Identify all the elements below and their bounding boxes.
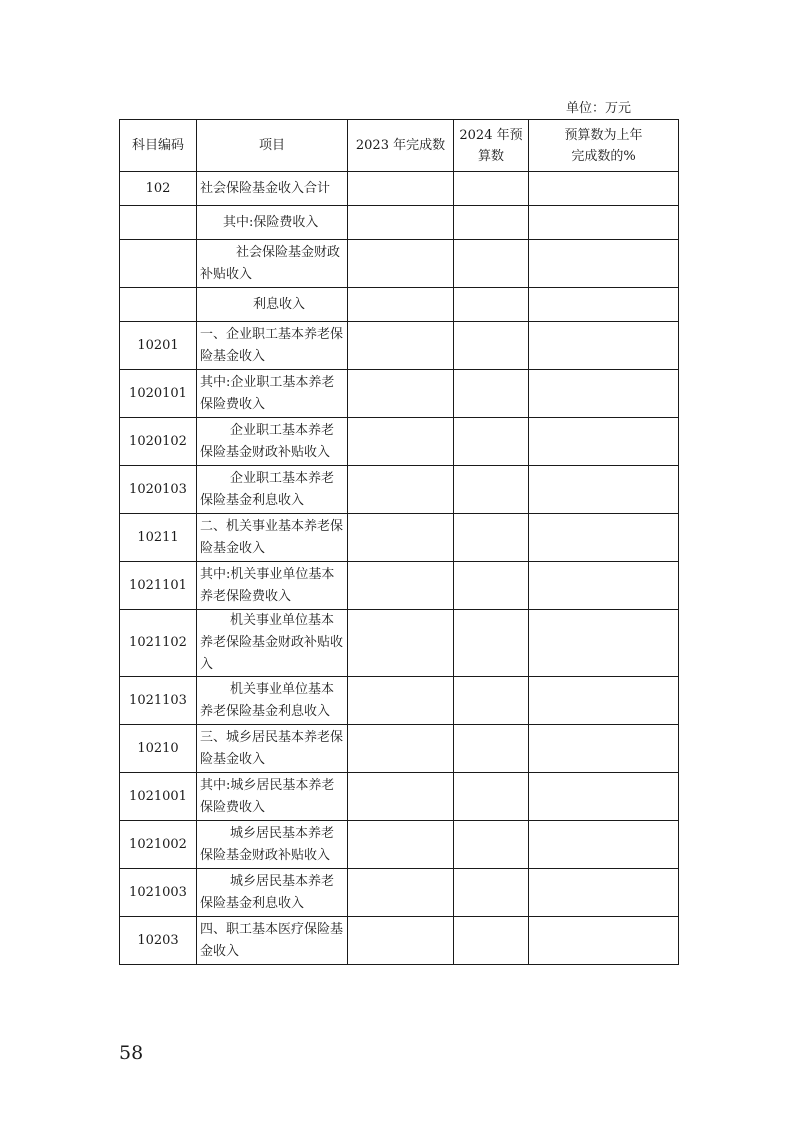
row-2023-cell [348, 562, 454, 610]
row-code: 10210 [120, 725, 197, 773]
row-item: 三、城乡居民基本养老保险基金收入 [197, 725, 348, 773]
row-2024-cell [454, 240, 529, 288]
row-code: 1020102 [120, 418, 197, 466]
row-code [120, 206, 197, 240]
table-row [120, 172, 679, 206]
row-pct-cell [529, 677, 679, 725]
row-2024-cell [454, 322, 529, 370]
row-item: 社会保险基金收入合计 [197, 172, 348, 206]
row-code: 1020103 [120, 466, 197, 514]
row-item: 其中:企业职工基本养老保险费收入 [197, 370, 348, 418]
row-item: 四、职工基本医疗保险基金收入 [197, 917, 348, 965]
row-2023-cell [348, 206, 454, 240]
row-item: 其中:保险费收入 [197, 206, 348, 240]
table-row [120, 869, 679, 917]
row-2024-cell [454, 610, 529, 677]
row-item: 城乡居民基本养老保险基金财政补贴收入 [197, 821, 348, 869]
row-pct-cell [529, 869, 679, 917]
row-pct-cell [529, 514, 679, 562]
budget-table [119, 119, 679, 965]
row-2023-cell [348, 677, 454, 725]
row-pct-cell [529, 917, 679, 965]
row-pct-cell [529, 821, 679, 869]
row-code: 1021001 [120, 773, 197, 821]
row-item: 其中:机关事业单位基本养老保险费收入 [197, 562, 348, 610]
row-code: 1021102 [120, 610, 197, 677]
header-2024: 2024 年预算数 [454, 120, 529, 172]
row-pct-cell [529, 288, 679, 322]
page-number: 58 [119, 1042, 144, 1064]
row-2024-cell [454, 206, 529, 240]
table-header-row [120, 120, 679, 172]
table-row [120, 725, 679, 773]
row-code: 1021103 [120, 677, 197, 725]
row-pct-cell [529, 322, 679, 370]
row-code [120, 240, 197, 288]
row-2024-cell [454, 466, 529, 514]
row-2023-cell [348, 725, 454, 773]
row-2023-cell [348, 370, 454, 418]
row-pct-cell [529, 418, 679, 466]
row-pct-cell [529, 206, 679, 240]
row-pct-cell [529, 240, 679, 288]
row-2024-cell [454, 869, 529, 917]
table-row [120, 562, 679, 610]
table-row [120, 610, 679, 677]
row-item: 二、机关事业基本养老保险基金收入 [197, 514, 348, 562]
row-2023-cell [348, 610, 454, 677]
row-item: 机关事业单位基本养老保险基金财政补贴收入 [197, 610, 348, 677]
row-code: 1021101 [120, 562, 197, 610]
row-item: 一、企业职工基本养老保险基金收入 [197, 322, 348, 370]
row-code: 10203 [120, 917, 197, 965]
row-item: 城乡居民基本养老保险基金利息收入 [197, 869, 348, 917]
table-row [120, 288, 679, 322]
table-row [120, 206, 679, 240]
table-row [120, 370, 679, 418]
table-row [120, 677, 679, 725]
row-pct-cell [529, 725, 679, 773]
row-2024-cell [454, 514, 529, 562]
row-2023-cell [348, 418, 454, 466]
row-code: 10201 [120, 322, 197, 370]
row-2023-cell [348, 869, 454, 917]
row-2024-cell [454, 172, 529, 206]
row-pct-cell [529, 370, 679, 418]
row-2024-cell [454, 562, 529, 610]
row-code: 10211 [120, 514, 197, 562]
row-2023-cell [348, 322, 454, 370]
table-row [120, 821, 679, 869]
row-code: 1021003 [120, 869, 197, 917]
table-row [120, 322, 679, 370]
row-2024-cell [454, 370, 529, 418]
row-code: 1021002 [120, 821, 197, 869]
row-item: 利息收入 [197, 288, 348, 322]
row-2024-cell [454, 288, 529, 322]
row-pct-cell [529, 562, 679, 610]
row-pct-cell [529, 773, 679, 821]
row-item: 社会保险基金财政补贴收入 [197, 240, 348, 288]
row-pct-cell [529, 466, 679, 514]
row-code [120, 288, 197, 322]
row-item: 其中:城乡居民基本养老保险费收入 [197, 773, 348, 821]
row-2024-cell [454, 677, 529, 725]
row-item: 机关事业单位基本养老保险基金利息收入 [197, 677, 348, 725]
header-2023: 2023 年完成数 [348, 120, 454, 172]
row-2023-cell [348, 917, 454, 965]
table-row [120, 466, 679, 514]
row-2024-cell [454, 773, 529, 821]
header-code: 科目编码 [120, 120, 197, 172]
table-row [120, 773, 679, 821]
row-2024-cell [454, 821, 529, 869]
table-row [120, 240, 679, 288]
row-2023-cell [348, 514, 454, 562]
row-pct-cell [529, 610, 679, 677]
row-2023-cell [348, 773, 454, 821]
row-2023-cell [348, 172, 454, 206]
row-2024-cell [454, 418, 529, 466]
row-pct-cell [529, 172, 679, 206]
row-2023-cell [348, 466, 454, 514]
row-item: 企业职工基本养老保险基金财政补贴收入 [197, 418, 348, 466]
header-item: 项目 [197, 120, 348, 172]
row-2023-cell [348, 821, 454, 869]
row-code: 1020101 [120, 370, 197, 418]
table-row [120, 514, 679, 562]
row-2024-cell [454, 917, 529, 965]
unit-label: 单位：万元 [566, 101, 632, 116]
row-2023-cell [348, 240, 454, 288]
header-pct: 预算数为上年完成数的% [529, 120, 679, 172]
row-item: 企业职工基本养老保险基金利息收入 [197, 466, 348, 514]
table-row [120, 418, 679, 466]
row-code: 102 [120, 172, 197, 206]
row-2023-cell [348, 288, 454, 322]
table-row [120, 917, 679, 965]
row-2024-cell [454, 725, 529, 773]
